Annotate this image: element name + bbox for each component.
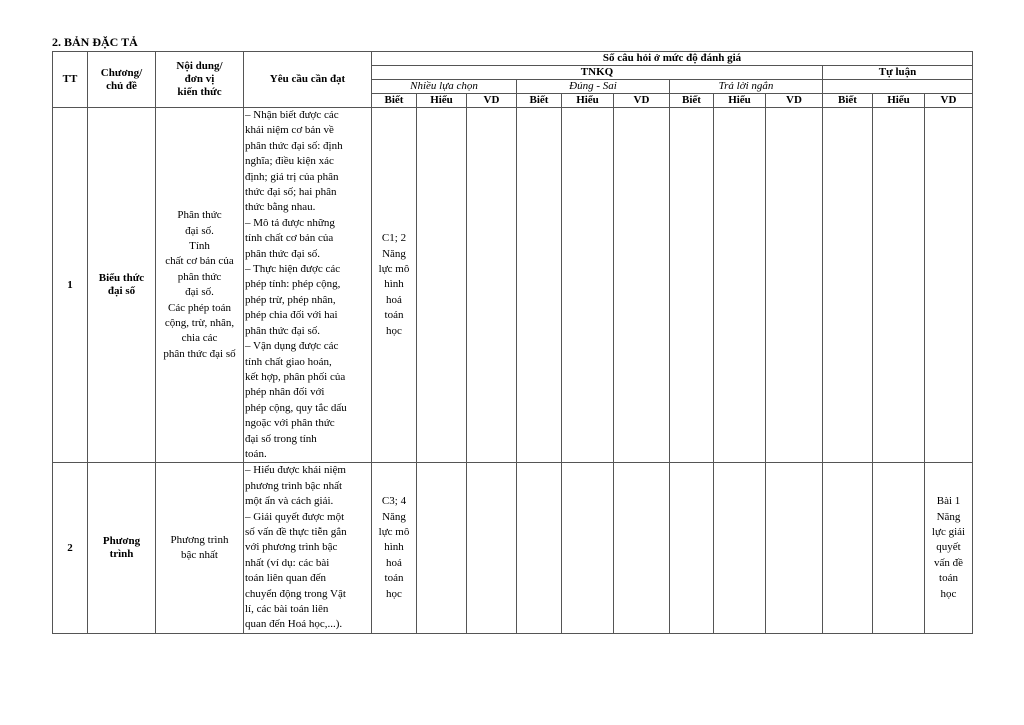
header-noi-dung: Nội dung/ đơn vị kiến thức: [156, 52, 244, 108]
section-title: 2. BẢN ĐẶC TẢ: [52, 35, 138, 49]
empty-cell: [417, 463, 467, 633]
empty-cell: [873, 463, 925, 633]
header-dung-sai: Đúng - Sai: [517, 80, 670, 94]
header-chuong: Chương/ chủ đề: [88, 52, 156, 108]
row-tt: 2: [53, 463, 88, 633]
cell-tl-vd: Bài 1 Năng lực giải quyết vấn đề toán học: [925, 463, 973, 633]
header-tnkq: TNKQ: [372, 66, 823, 80]
empty-cell: [925, 108, 973, 463]
level-header: Hiểu: [714, 94, 766, 108]
empty-cell: [714, 463, 766, 633]
empty-cell: [467, 463, 517, 633]
header-so-cau-hoi: Số câu hỏi ở mức độ đánh giá: [372, 52, 973, 66]
level-header: VD: [925, 94, 973, 108]
row-noi-dung: Phương trình bậc nhất: [156, 463, 244, 633]
empty-cell: [823, 108, 873, 463]
row-chuong: Phương trình: [88, 463, 156, 633]
level-header: Biết: [517, 94, 562, 108]
level-header: Hiểu: [562, 94, 614, 108]
header-nhieu-lua-chon: Nhiều lựa chọn: [372, 80, 517, 94]
level-header: Hiểu: [417, 94, 467, 108]
table-row: [53, 108, 973, 463]
row-chuong: Biểu thức đại số: [88, 108, 156, 463]
header-yeu-cau: Yêu cầu cần đạt: [244, 52, 372, 108]
row-tt: 1: [53, 108, 88, 463]
specification-table: [52, 51, 973, 634]
empty-cell: [714, 108, 766, 463]
level-header: VD: [467, 94, 517, 108]
table-row: [53, 463, 973, 633]
header-tu-luan: Tự luận: [823, 66, 973, 80]
empty-cell: [562, 108, 614, 463]
cell-nlc-biet: C3; 4 Năng lực mô hình hoá toán học: [372, 463, 417, 633]
empty-cell: [766, 108, 823, 463]
header-tra-loi-ngan: Trả lời ngắn: [670, 80, 823, 94]
level-header: Biết: [372, 94, 417, 108]
empty-cell: [766, 463, 823, 633]
level-header: Hiểu: [873, 94, 925, 108]
empty-cell: [517, 463, 562, 633]
row-yeu-cau: – Hiểu được khái niệm phương trình bậc nhất một ẩn và cách giải. – Giải quyết được một số vấn đề thực tiễn gắn với phương trình bậc nhất (ví dụ: các bài toán liên quan đến chuyển động trong Vật lí, các bài toán liên quan đến Hoá học,...).: [244, 463, 372, 633]
cell-nlc-biet: C1; 2 Năng lực mô hình hoá toán học: [372, 108, 417, 463]
header-tu-luan-blank: [823, 80, 973, 94]
level-header: VD: [614, 94, 670, 108]
empty-cell: [614, 463, 670, 633]
row-yeu-cau: – Nhận biết được các khái niệm cơ bản về phân thức đại số: định nghĩa; điều kiện xác định; giá trị của phân thức đại số; hai phân thức bằng nhau. – Mô tả được những tính chất cơ bản của phân thức đại số. – Thực hiện được các phép tính: phép cộng, phép trừ, phép nhân, phép chia đối với hai phân thức đại số. – Vận dụng được các tính chất giao hoán, kết hợp, phân phối của phép nhân đối với phép cộng, quy tắc dấu ngoặc với phân thức đại số trong tính toán.: [244, 108, 372, 463]
level-header: Biết: [670, 94, 714, 108]
row-noi-dung: Phân thức đại số. Tính chất cơ bản của phân thức đại số. Các phép toán cộng, trừ, nhân, chia các phân thức đại số: [156, 108, 244, 463]
empty-cell: [670, 463, 714, 633]
level-header: Biết: [823, 94, 873, 108]
empty-cell: [417, 108, 467, 463]
header-tt: TT: [53, 52, 88, 108]
empty-cell: [670, 108, 714, 463]
empty-cell: [517, 108, 562, 463]
empty-cell: [562, 463, 614, 633]
empty-cell: [614, 108, 670, 463]
empty-cell: [467, 108, 517, 463]
empty-cell: [873, 108, 925, 463]
level-header: VD: [766, 94, 823, 108]
empty-cell: [823, 463, 873, 633]
